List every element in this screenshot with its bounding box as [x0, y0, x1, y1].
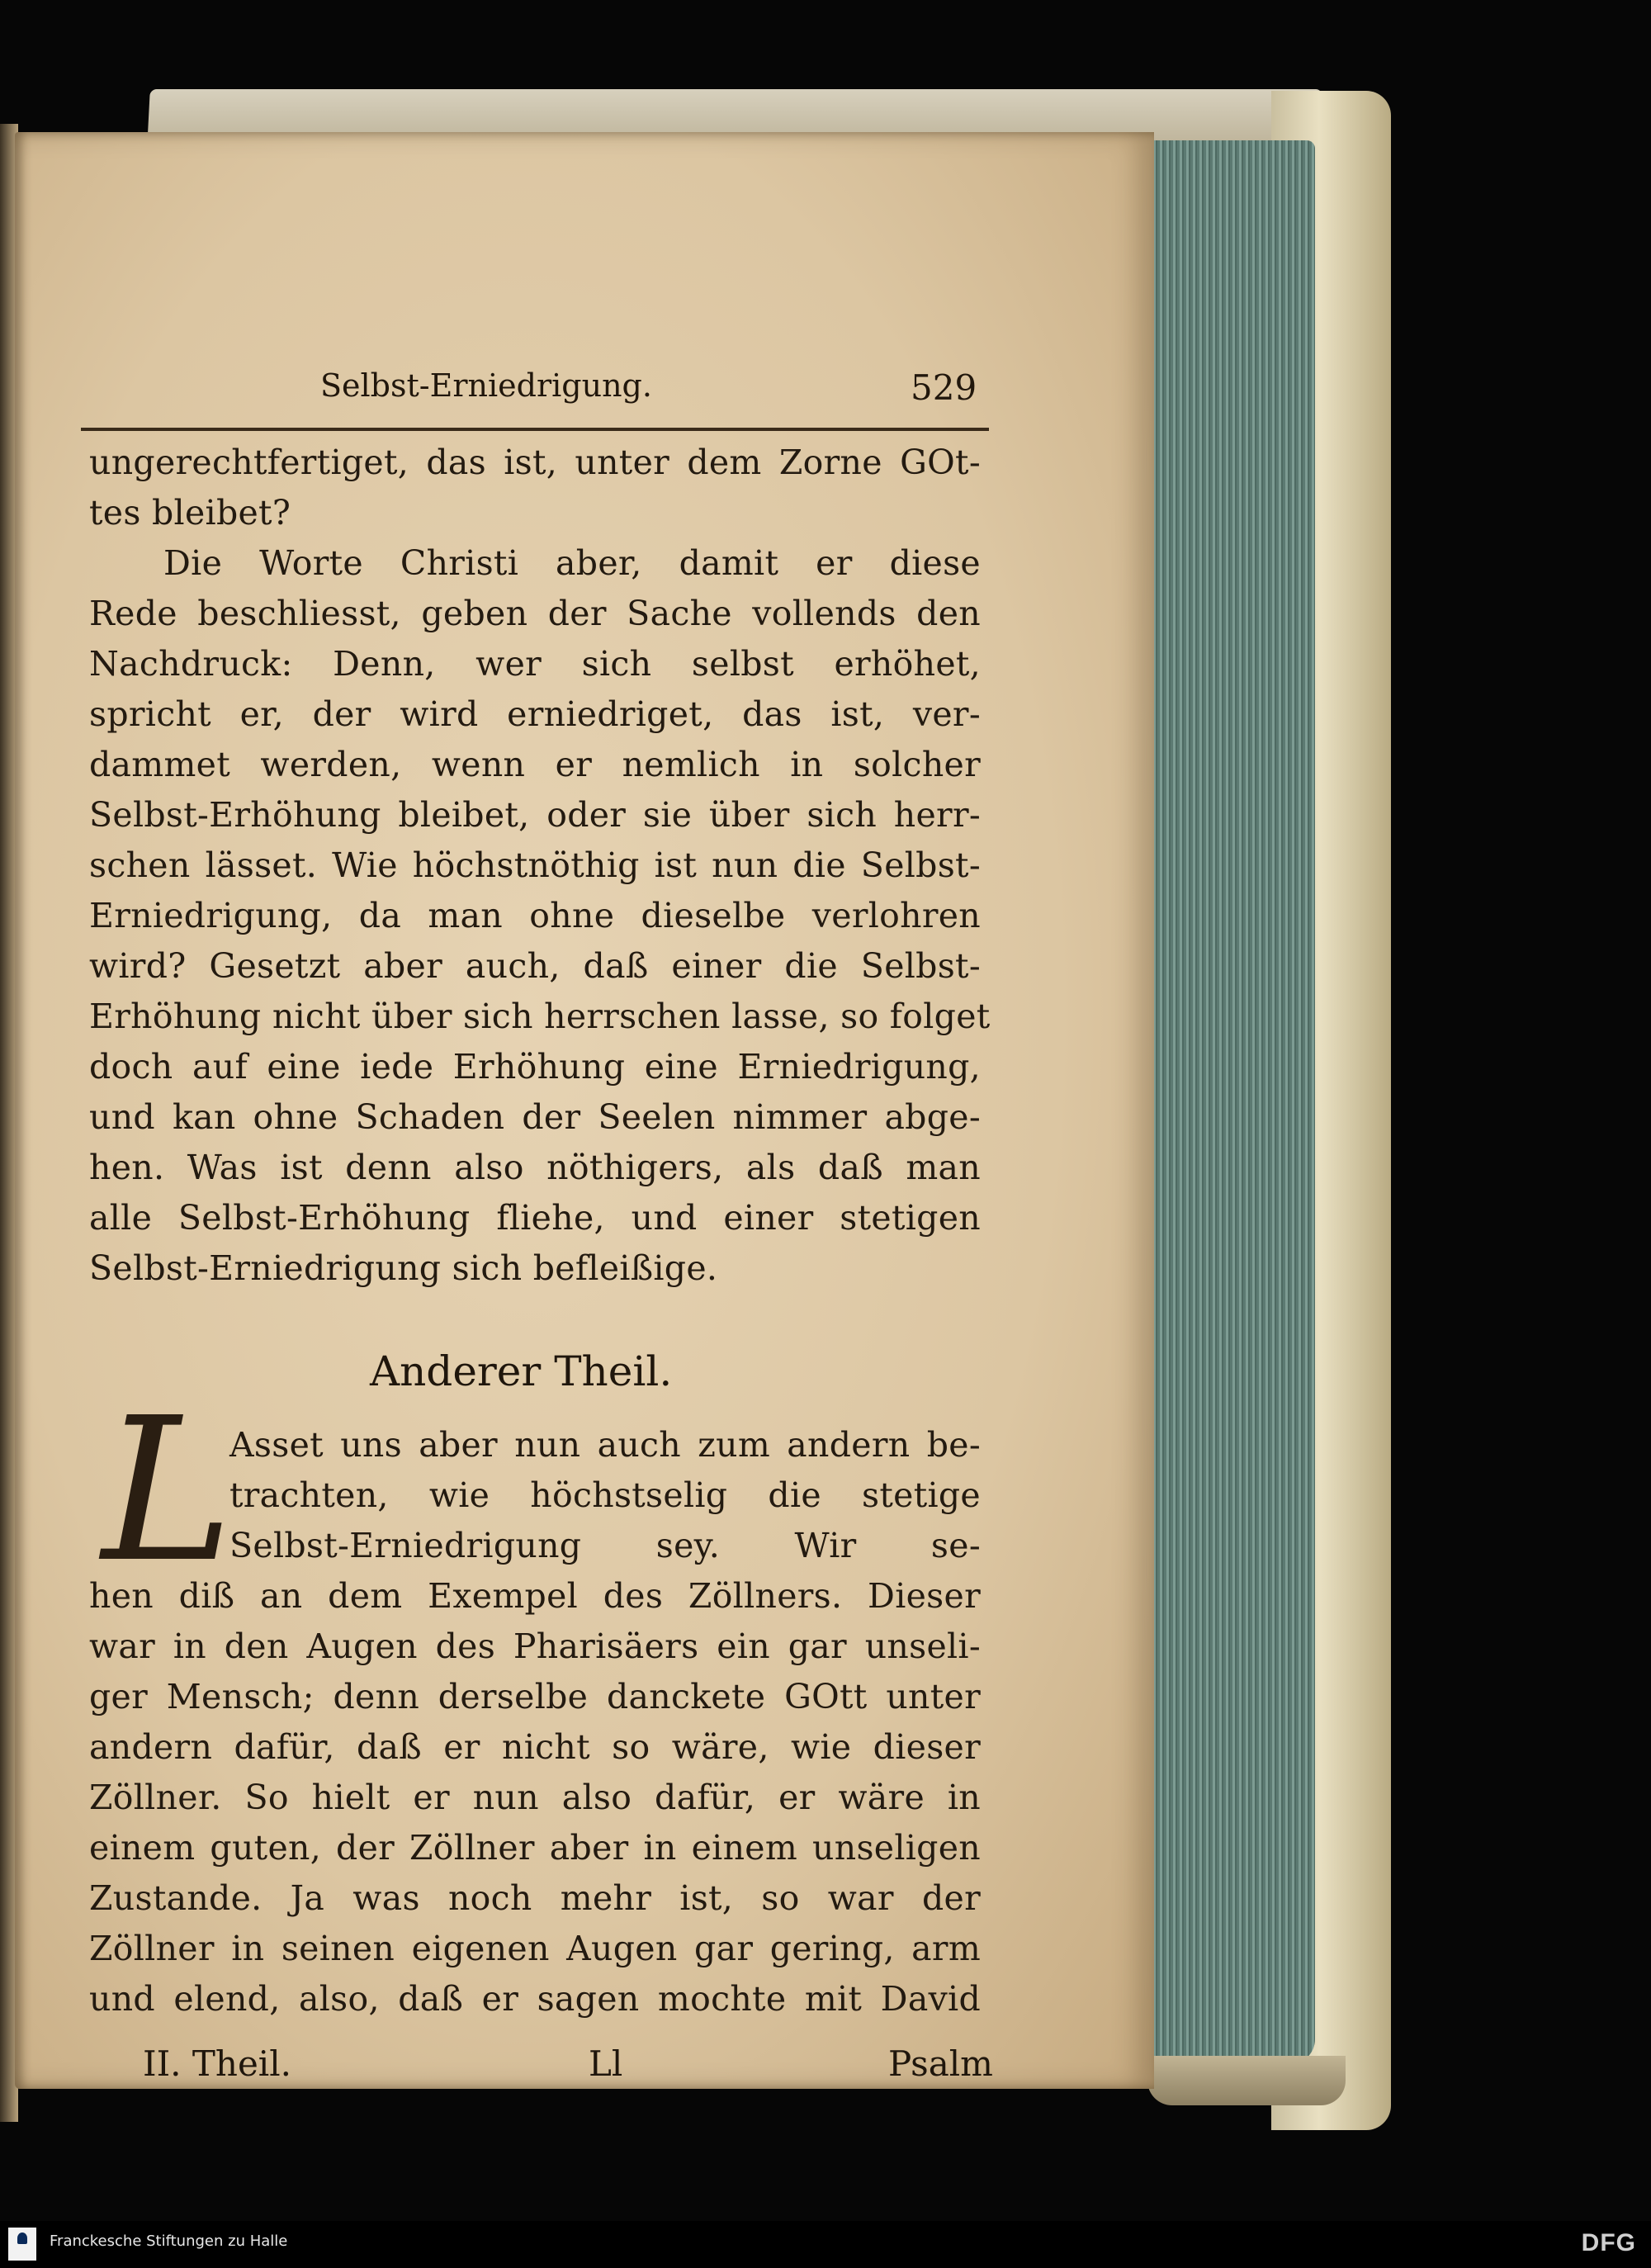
decorated-initial-letter: L [102, 1375, 234, 1606]
text-line: Rede beschliesst, geben der Sache vollends den [89, 594, 981, 633]
dfg-logo: DFG [1581, 2229, 1636, 2256]
text-line: tes bleibet? [89, 493, 291, 533]
text-line: Selbst-Erniedrigung sich befleißige. [89, 1248, 718, 1288]
book-cover-bottom [1147, 2056, 1346, 2105]
text-line: Erhöhung nicht über sich herrschen lasse, so folget [89, 997, 991, 1036]
text-line: Erniedrigung, da man ohne dieselbe verlohren [89, 896, 981, 935]
text-line: Selbst-Erniedrigung sey. Wir se- [229, 1526, 981, 1565]
text-line: und elend, also, daß er sagen mochte mit David [89, 1979, 981, 2019]
text-line: Nachdruck: Denn, wer sich selbst erhöhet, [89, 644, 981, 684]
page-number: 529 [911, 367, 977, 408]
text-line: ger Mensch; denn derselbe danckete GOtt unter [89, 1677, 981, 1716]
institution-name: Franckesche Stiftungen zu Halle [50, 2232, 288, 2250]
gathering-mark: Ll [589, 2043, 623, 2084]
text-line: und kan ohne Schaden der Seelen nimmer abge- [89, 1097, 981, 1137]
text-line: einem guten, der Zöllner aber in einem unseligen [89, 1828, 981, 1868]
section-heading: Anderer Theil. [370, 1347, 673, 1395]
text-line: war in den Augen des Pharisäers ein gar unseli- [89, 1626, 981, 1666]
text-line: doch auf eine iede Erhöhung eine Erniedrigung, [89, 1047, 981, 1087]
text-line: Zustande. Ja was noch mehr ist, so war der [89, 1878, 981, 1918]
running-head: Selbst-Erniedrigung. [320, 367, 652, 404]
text-line: trachten, wie höchstselig die stetige [229, 1475, 981, 1515]
book-page [15, 132, 1154, 2089]
text-line: schen lässet. Wie höchstnöthig ist nun die Selbst- [89, 845, 981, 885]
text-line: hen diß an dem Exempel des Zöllners. Dieser [89, 1576, 981, 1616]
paragraph-1 [89, 438, 991, 1294]
text-line: Selbst-Erhöhung bleibet, oder sie über sich herr- [89, 795, 981, 835]
text-line: ungerechtfertiget, das ist, unter dem Zorne GOt- [89, 443, 981, 482]
text-line: Zöllner. So hielt er nun also dafür, er wäre in [89, 1778, 981, 1817]
text-line: hen. Was ist denn also nöthigers, als daß man [89, 1148, 981, 1187]
text-line: Asset uns aber nun auch zum andern be- [229, 1425, 981, 1465]
text-line: Die Worte Christi aber, damit er diese [163, 543, 981, 583]
signature-mark: II. Theil. [143, 2043, 292, 2084]
text-line: wird? Gesetzt aber auch, daß einer die Selbst- [89, 946, 981, 986]
text-line: dammet werden, wenn er nemlich in solcher [89, 745, 981, 784]
catchword: Psalm [888, 2043, 993, 2084]
text-line: andern dafür, daß er nicht so wäre, wie dieser [89, 1727, 981, 1767]
viewer-footer-bar [0, 2221, 1651, 2268]
text-line: alle Selbst-Erhöhung fliehe, und einer stetigen [89, 1198, 981, 1238]
paragraph-2 [89, 1420, 981, 2024]
text-line: Zöllner in seinen eigenen Augen gar gering, arm [89, 1929, 981, 1968]
page-footer [143, 2043, 993, 2093]
text-line: spricht er, der wird erniedriget, das ist, ver- [89, 694, 981, 734]
header-rule [81, 428, 989, 431]
institution-logo-icon [8, 2228, 36, 2261]
